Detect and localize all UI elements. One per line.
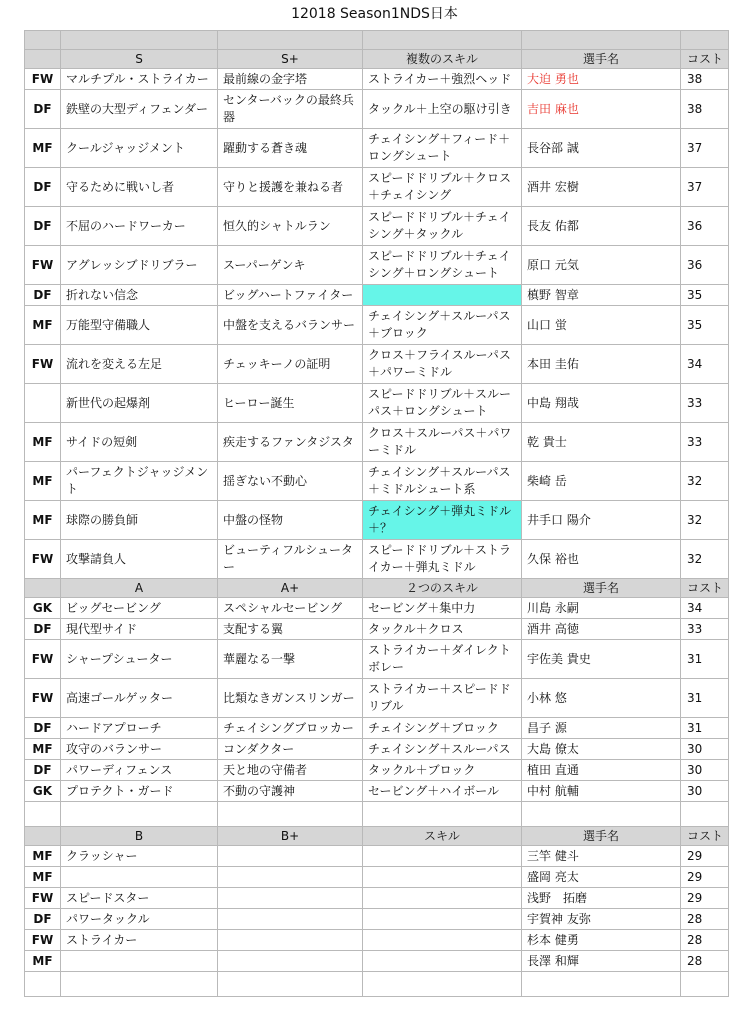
cost-cell: 29 xyxy=(681,867,729,888)
cost-cell: 32 xyxy=(681,540,729,579)
cost-cell: 29 xyxy=(681,846,729,867)
position-cell: DF xyxy=(25,909,61,930)
section-header-row xyxy=(25,827,729,846)
skill-plus-cell: 中盤の怪物 xyxy=(218,501,363,540)
cost-cell: 38 xyxy=(681,90,729,129)
player-name-cell: 小林 悠 xyxy=(522,679,681,718)
combo-skill-cell xyxy=(363,846,522,867)
skill-cell: マルチプル・ストライカー xyxy=(61,69,218,90)
position-cell: GK xyxy=(25,598,61,619)
skill-plus-cell: 不動の守護神 xyxy=(218,781,363,802)
skill-cell: 流れを変える左足 xyxy=(61,345,218,384)
skill-cell: 現代型サイド xyxy=(61,619,218,640)
skill-cell: 折れない信念 xyxy=(61,285,218,306)
table-row xyxy=(25,867,729,888)
combo-skill-cell xyxy=(363,951,522,972)
skill-plus-cell: 躍動する蒼き魂 xyxy=(218,129,363,168)
column-header: コスト xyxy=(681,50,729,69)
cost-cell: 37 xyxy=(681,168,729,207)
column-header: ２つのスキル xyxy=(363,579,522,598)
table-row xyxy=(25,246,729,285)
combo-skill-cell: ストライカー＋ダイレクトボレー xyxy=(363,640,522,679)
table-row xyxy=(25,930,729,951)
cost-cell: 30 xyxy=(681,760,729,781)
table-row xyxy=(25,640,729,679)
skill-cell: 守るために戦いし者 xyxy=(61,168,218,207)
column-header: S xyxy=(61,50,218,69)
column-header: コスト xyxy=(681,827,729,846)
position-cell: FW xyxy=(25,679,61,718)
skill-plus-cell: ヒーロー誕生 xyxy=(218,384,363,423)
combo-skill-cell: セービング＋集中力 xyxy=(363,598,522,619)
section-header-corner xyxy=(25,50,61,69)
spacer-cell xyxy=(522,31,681,50)
skill-plus-cell: 天と地の守備者 xyxy=(218,760,363,781)
cost-cell: 35 xyxy=(681,306,729,345)
position-cell: FW xyxy=(25,930,61,951)
position-cell: MF xyxy=(25,867,61,888)
skill-cell: アグレッシブドリブラー xyxy=(61,246,218,285)
position-cell: DF xyxy=(25,760,61,781)
skill-plus-cell: 揺ぎない不動心 xyxy=(218,462,363,501)
table-row xyxy=(25,909,729,930)
skill-plus-cell xyxy=(218,867,363,888)
cost-cell: 31 xyxy=(681,679,729,718)
skill-cell: クラッシャー xyxy=(61,846,218,867)
combo-skill-cell xyxy=(363,888,522,909)
column-header: 複数のスキル xyxy=(363,50,522,69)
skill-cell: クールジャッジメント xyxy=(61,129,218,168)
cost-cell: 31 xyxy=(681,718,729,739)
table-row xyxy=(25,846,729,867)
position-cell: MF xyxy=(25,739,61,760)
position-cell: MF xyxy=(25,129,61,168)
table-row xyxy=(25,384,729,423)
empty-cell xyxy=(522,802,681,827)
player-name-cell: 酒井 宏樹 xyxy=(522,168,681,207)
skill-plus-cell: 疾走するファンタジスタ xyxy=(218,423,363,462)
column-header: B xyxy=(61,827,218,846)
column-header: 選手名 xyxy=(522,50,681,69)
position-cell: DF xyxy=(25,619,61,640)
empty-cell xyxy=(681,972,729,997)
cost-cell: 33 xyxy=(681,384,729,423)
column-header: A xyxy=(61,579,218,598)
table-row xyxy=(25,598,729,619)
skill-cell: パワータックル xyxy=(61,909,218,930)
page-title: 12018 Season1NDS日本 xyxy=(291,6,458,22)
skill-plus-cell: スペシャルセービング xyxy=(218,598,363,619)
combo-skill-cell: スピードドリブル＋スルーパス＋ロングシュート xyxy=(363,384,522,423)
position-cell: MF xyxy=(25,306,61,345)
combo-skill-cell: チェイシング＋フィード＋ロングシュート xyxy=(363,129,522,168)
player-name-cell: 長友 佑都 xyxy=(522,207,681,246)
skill-cell: サイドの短剣 xyxy=(61,423,218,462)
skill-plus-cell: センターバックの最終兵器 xyxy=(218,90,363,129)
combo-skill-cell: スピードドリブル＋クロス＋チェイシング xyxy=(363,168,522,207)
player-name-cell: 三竿 健斗 xyxy=(522,846,681,867)
skill-cell xyxy=(61,951,218,972)
player-name-cell: 杉本 健勇 xyxy=(522,930,681,951)
spacer-cell xyxy=(681,31,729,50)
cost-cell: 31 xyxy=(681,640,729,679)
skill-plus-cell xyxy=(218,930,363,951)
section-header-corner xyxy=(25,827,61,846)
column-header: B+ xyxy=(218,827,363,846)
cost-cell: 34 xyxy=(681,598,729,619)
skill-cell: 球際の勝負師 xyxy=(61,501,218,540)
combo-skill-cell: タックル＋ブロック xyxy=(363,760,522,781)
skill-plus-cell: チェイシングブロッカー xyxy=(218,718,363,739)
position-cell: DF xyxy=(25,168,61,207)
skill-plus-cell xyxy=(218,846,363,867)
empty-cell xyxy=(61,972,218,997)
cost-cell: 30 xyxy=(681,781,729,802)
table-row xyxy=(25,888,729,909)
player-name-cell: 長澤 和輝 xyxy=(522,951,681,972)
combo-skill-cell: スピードドリブル＋チェイシング＋タックル xyxy=(363,207,522,246)
player-name-cell: 槙野 智章 xyxy=(522,285,681,306)
table-row xyxy=(25,168,729,207)
skill-plus-cell: ビッグハートファイター xyxy=(218,285,363,306)
skill-cell: スピードスター xyxy=(61,888,218,909)
combo-skill-cell: チェイシング＋ブロック xyxy=(363,718,522,739)
empty-cell xyxy=(363,802,522,827)
player-name-cell: 柴崎 岳 xyxy=(522,462,681,501)
spacer-row xyxy=(25,31,729,50)
cost-cell: 28 xyxy=(681,951,729,972)
table-row xyxy=(25,345,729,384)
position-cell: MF xyxy=(25,423,61,462)
cost-cell: 32 xyxy=(681,501,729,540)
skill-cell: 万能型守備職人 xyxy=(61,306,218,345)
skill-plus-cell: 中盤を支えるバランサー xyxy=(218,306,363,345)
skill-plus-cell: ビューティフルシューター xyxy=(218,540,363,579)
position-cell: DF xyxy=(25,718,61,739)
skill-cell: プロテクト・ガード xyxy=(61,781,218,802)
player-name-cell: 中村 航輔 xyxy=(522,781,681,802)
position-cell: FW xyxy=(25,640,61,679)
player-name-cell: 中島 翔哉 xyxy=(522,384,681,423)
skill-cell: 鉄壁の大型ディフェンダー xyxy=(61,90,218,129)
section-header-row xyxy=(25,579,729,598)
skill-plus-cell: 華麗なる一撃 xyxy=(218,640,363,679)
table-row xyxy=(25,739,729,760)
spacer-cell xyxy=(61,31,218,50)
position-cell: MF xyxy=(25,846,61,867)
table-row xyxy=(25,679,729,718)
position-cell: FW xyxy=(25,888,61,909)
table-row xyxy=(25,69,729,90)
skill-plus-cell: 比類なきガンスリンガー xyxy=(218,679,363,718)
combo-skill-cell: ストライカー＋スピードドリブル xyxy=(363,679,522,718)
player-name-cell: 大迫 勇也 xyxy=(522,69,681,90)
section-header-corner xyxy=(25,579,61,598)
empty-cell xyxy=(681,802,729,827)
skill-cell: シャープシューター xyxy=(61,640,218,679)
skill-cell: ビッグセービング xyxy=(61,598,218,619)
position-cell: DF xyxy=(25,90,61,129)
spacer-cell xyxy=(25,31,61,50)
skill-cell: 攻撃請負人 xyxy=(61,540,218,579)
skill-cell: パーフェクトジャッジメント xyxy=(61,462,218,501)
combo-skill-cell: タックル＋上空の駆け引き xyxy=(363,90,522,129)
cost-cell: 38 xyxy=(681,69,729,90)
player-name-cell: 酒井 高徳 xyxy=(522,619,681,640)
skill-cell: パワーディフェンス xyxy=(61,760,218,781)
skill-plus-cell xyxy=(218,909,363,930)
column-header: コスト xyxy=(681,579,729,598)
cost-cell: 30 xyxy=(681,739,729,760)
cost-cell: 34 xyxy=(681,345,729,384)
position-cell: DF xyxy=(25,207,61,246)
table-row xyxy=(25,540,729,579)
empty-row xyxy=(25,802,729,827)
table-row xyxy=(25,951,729,972)
section-header-row xyxy=(25,50,729,69)
cost-cell: 36 xyxy=(681,207,729,246)
table-row xyxy=(25,90,729,129)
cost-cell: 33 xyxy=(681,619,729,640)
table-row xyxy=(25,423,729,462)
position-cell: FW xyxy=(25,246,61,285)
table-row xyxy=(25,718,729,739)
combo-skill-cell: スピードドリブル＋チェイシング＋ロングシュート xyxy=(363,246,522,285)
position-cell: MF xyxy=(25,462,61,501)
empty-row xyxy=(25,972,729,997)
table-row xyxy=(25,129,729,168)
cost-cell: 35 xyxy=(681,285,729,306)
position-cell: FW xyxy=(25,69,61,90)
combo-skill-cell xyxy=(363,909,522,930)
player-name-cell: 宇佐美 貴史 xyxy=(522,640,681,679)
column-header: スキル xyxy=(363,827,522,846)
spacer-cell xyxy=(363,31,522,50)
skill-plus-cell: コンダクター xyxy=(218,739,363,760)
skill-cell: ハードアプローチ xyxy=(61,718,218,739)
cost-cell: 29 xyxy=(681,888,729,909)
table-row xyxy=(25,207,729,246)
position-cell: MF xyxy=(25,501,61,540)
combo-skill-cell: スピードドリブル＋ストライカー＋弾丸ミドル xyxy=(363,540,522,579)
combo-skill-cell: クロス＋スルーパス＋パワーミドル xyxy=(363,423,522,462)
combo-skill-cell: チェイシング＋スルーパス＋ブロック xyxy=(363,306,522,345)
player-name-cell: 吉田 麻也 xyxy=(522,90,681,129)
player-name-cell: 盛岡 亮太 xyxy=(522,867,681,888)
position-cell: MF xyxy=(25,951,61,972)
skill-cell: 新世代の起爆剤 xyxy=(61,384,218,423)
player-name-cell: 浅野 拓磨 xyxy=(522,888,681,909)
player-name-cell: 植田 直通 xyxy=(522,760,681,781)
combo-skill-cell: タックル＋クロス xyxy=(363,619,522,640)
combo-skill-cell: セービング＋ハイボール xyxy=(363,781,522,802)
column-header: S+ xyxy=(218,50,363,69)
empty-cell xyxy=(218,802,363,827)
empty-cell xyxy=(522,972,681,997)
empty-cell xyxy=(25,972,61,997)
empty-cell xyxy=(363,972,522,997)
skill-cell: 攻守のバランサー xyxy=(61,739,218,760)
empty-cell xyxy=(25,802,61,827)
cost-cell: 32 xyxy=(681,462,729,501)
player-table xyxy=(24,30,729,997)
skill-cell: 不屈のハードワーカー xyxy=(61,207,218,246)
table-row xyxy=(25,619,729,640)
combo-skill-cell: チェイシング＋弾丸ミドル＋？ xyxy=(363,501,522,540)
skill-cell xyxy=(61,867,218,888)
table-row xyxy=(25,501,729,540)
empty-cell xyxy=(61,802,218,827)
skill-plus-cell: 最前線の金字塔 xyxy=(218,69,363,90)
player-name-cell: 昌子 源 xyxy=(522,718,681,739)
skill-plus-cell: 恒久的シャトルラン xyxy=(218,207,363,246)
combo-skill-cell: ストライカー＋強烈ヘッド xyxy=(363,69,522,90)
skill-plus-cell: 支配する翼 xyxy=(218,619,363,640)
player-name-cell: 乾 貴士 xyxy=(522,423,681,462)
player-name-cell: 山口 蛍 xyxy=(522,306,681,345)
column-header: 選手名 xyxy=(522,827,681,846)
player-name-cell: 原口 元気 xyxy=(522,246,681,285)
cost-cell: 37 xyxy=(681,129,729,168)
cost-cell: 33 xyxy=(681,423,729,462)
table-row xyxy=(25,760,729,781)
player-name-cell: 長谷部 誠 xyxy=(522,129,681,168)
position-cell: FW xyxy=(25,540,61,579)
skill-cell: 高速ゴールゲッター xyxy=(61,679,218,718)
table-row xyxy=(25,285,729,306)
spacer-cell xyxy=(218,31,363,50)
combo-skill-cell: チェイシング＋スルーパス＋ミドルシュート系 xyxy=(363,462,522,501)
column-header: A+ xyxy=(218,579,363,598)
cost-cell: 28 xyxy=(681,909,729,930)
table-row xyxy=(25,781,729,802)
cost-cell: 36 xyxy=(681,246,729,285)
table-row xyxy=(25,462,729,501)
player-name-cell: 大島 僚太 xyxy=(522,739,681,760)
player-name-cell: 久保 裕也 xyxy=(522,540,681,579)
position-cell xyxy=(25,384,61,423)
cost-cell: 28 xyxy=(681,930,729,951)
skill-plus-cell: チェッキーノの証明 xyxy=(218,345,363,384)
position-cell: FW xyxy=(25,345,61,384)
combo-skill-cell xyxy=(363,930,522,951)
skill-plus-cell xyxy=(218,888,363,909)
player-name-cell: 川島 永嗣 xyxy=(522,598,681,619)
player-name-cell: 井手口 陽介 xyxy=(522,501,681,540)
skill-plus-cell xyxy=(218,951,363,972)
table-row xyxy=(25,306,729,345)
skill-plus-cell: 守りと援護を兼ねる者 xyxy=(218,168,363,207)
combo-skill-cell xyxy=(363,285,522,306)
skill-cell: ストライカー xyxy=(61,930,218,951)
empty-cell xyxy=(218,972,363,997)
player-name-cell: 宇賀神 友弥 xyxy=(522,909,681,930)
skill-plus-cell: スーパーゲンキ xyxy=(218,246,363,285)
column-header: 選手名 xyxy=(522,579,681,598)
player-name-cell: 本田 圭佑 xyxy=(522,345,681,384)
position-cell: DF xyxy=(25,285,61,306)
combo-skill-cell: チェイシング＋スルーパス xyxy=(363,739,522,760)
combo-skill-cell: クロス＋フライスルーパス＋パワーミドル xyxy=(363,345,522,384)
combo-skill-cell xyxy=(363,867,522,888)
position-cell: GK xyxy=(25,781,61,802)
